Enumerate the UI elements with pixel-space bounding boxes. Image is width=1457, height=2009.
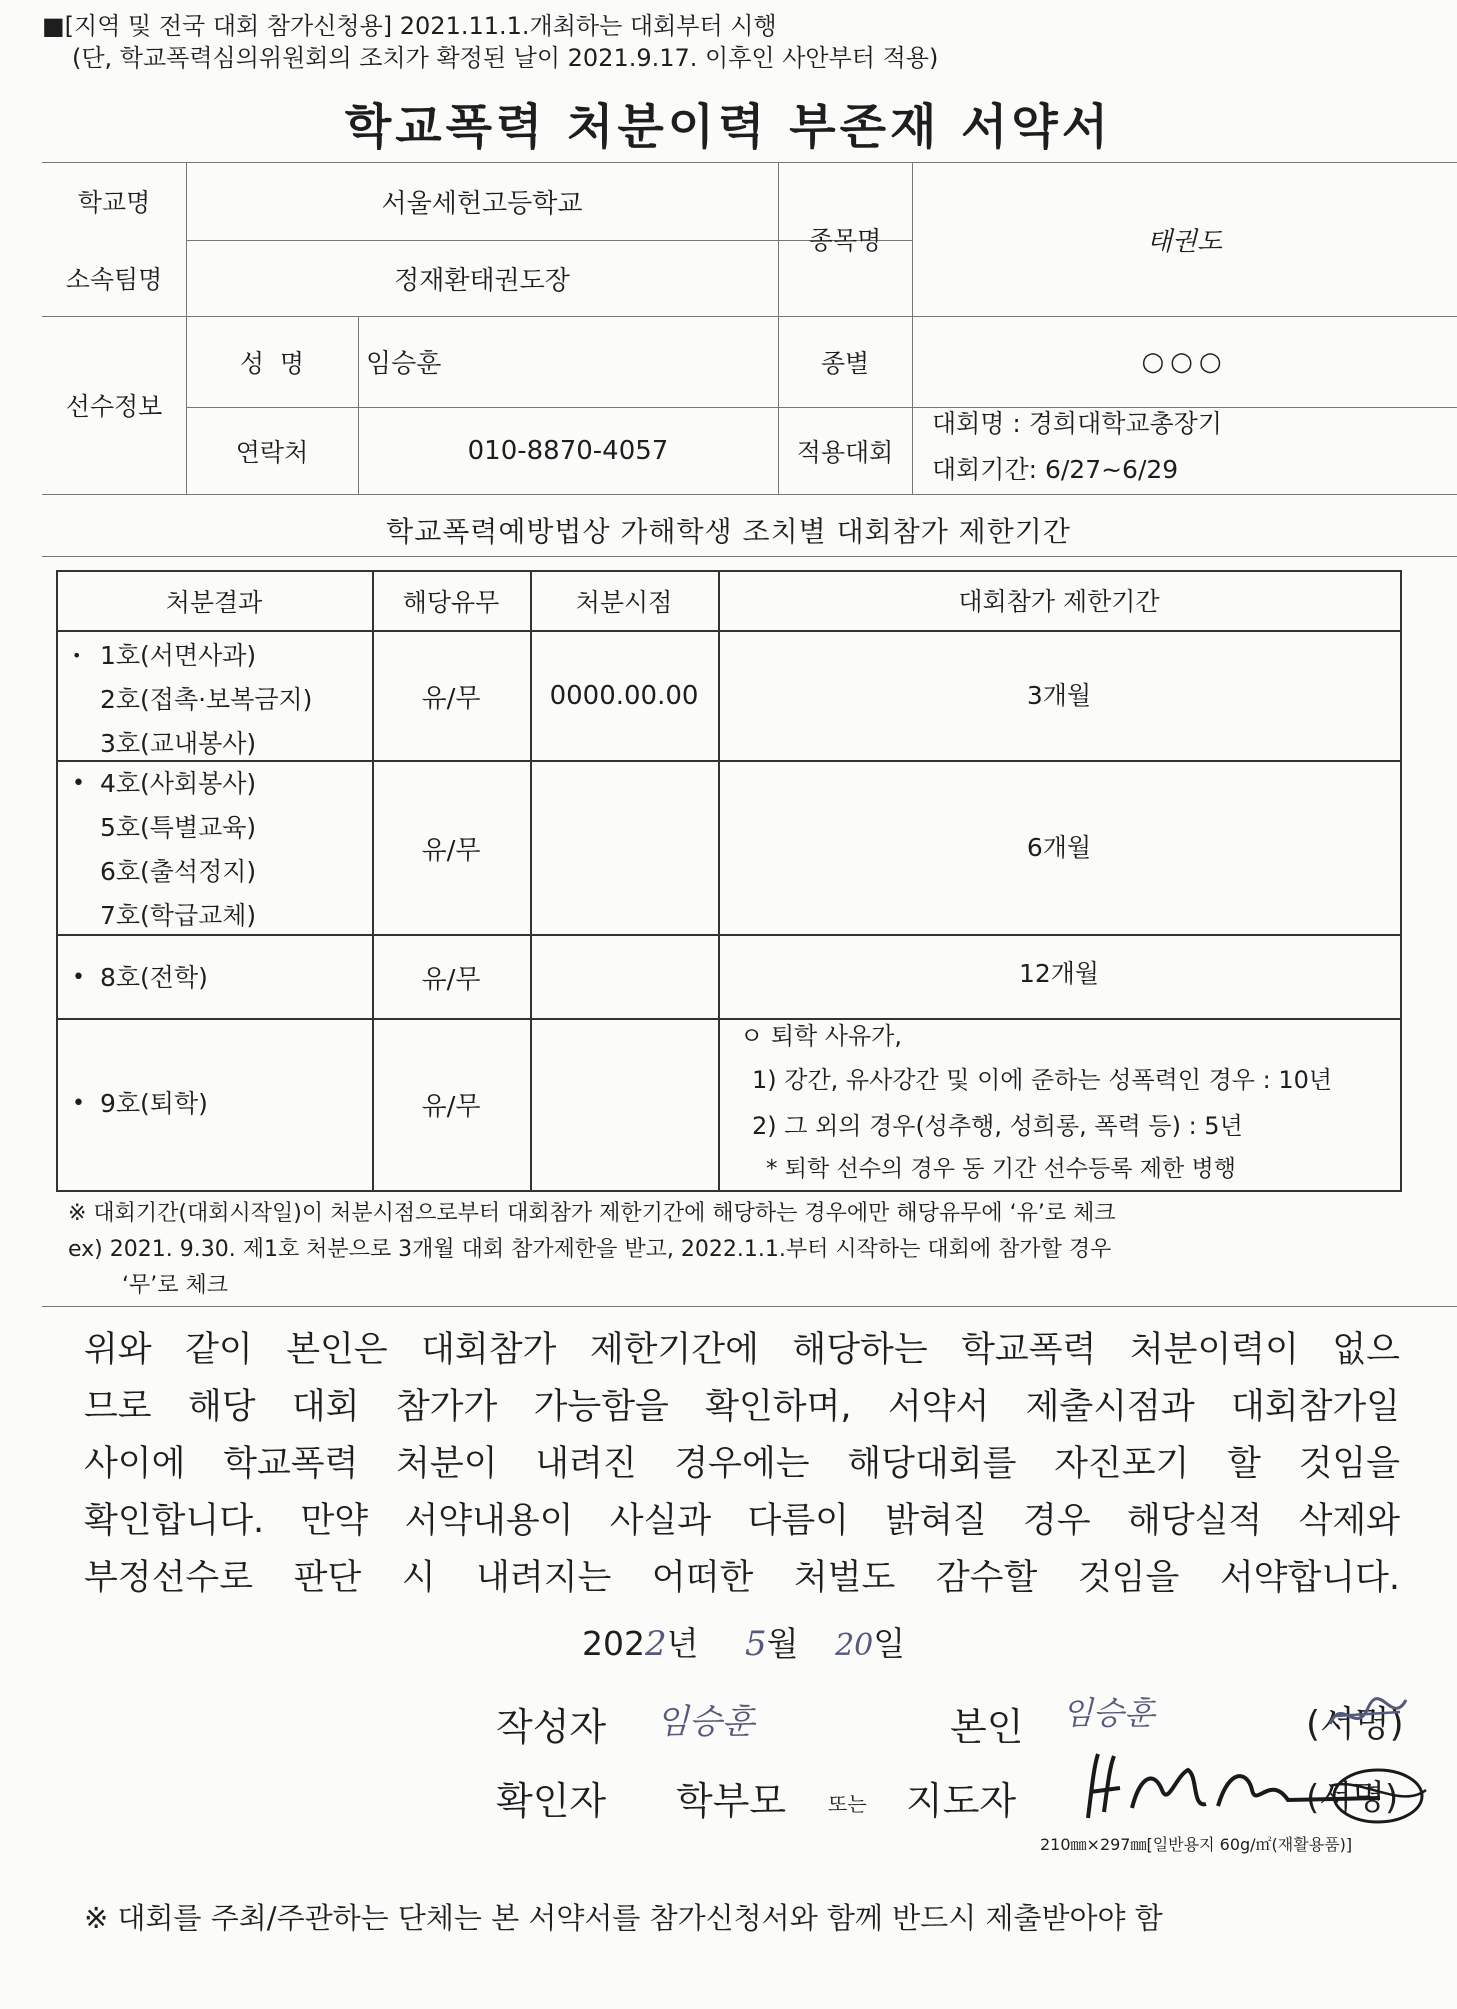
restriction-heading: 학교폭력예방법상 가해학생 조치별 대회참가 제한기간 [386, 515, 1071, 548]
note-check-rule: ※ 대회기간(대회시작일)이 처분시점으로부터 대회참가 제한기간에 해당하는 경우에만 해당유무에 ‘유’로 체크 [68, 1201, 1116, 1226]
self-signature: 임승훈 [1062, 1694, 1155, 1732]
table-row-rule-3 [56, 1018, 1402, 1020]
team-value: 정재환태권도장 [394, 265, 570, 296]
confirmer-sign-mark: (서명) [1306, 1778, 1399, 1818]
writer-signature: 임승훈 [656, 1702, 755, 1742]
school-value: 서울세헌고등학교 [381, 188, 583, 219]
competition-period: 대회기간: 6/27~6/29 [932, 455, 1179, 484]
row2-date [530, 762, 718, 934]
disposition-item: • 9호(퇴학) [100, 1082, 208, 1126]
writer-label: 작성자 [496, 1705, 607, 1749]
col-header-period: 대회참가 제한기간 [958, 587, 1160, 616]
row1-applicable: 유/무 [421, 683, 481, 714]
competition-name: 대회명 : 경희대학교총장기 [932, 409, 1222, 438]
row4-date [530, 1020, 718, 1188]
date-year-prefix: 202 [582, 1624, 645, 1663]
col-header-result: 처분결과 [165, 588, 263, 617]
row4-period-line-3: 2) 그 외의 경우(성추행, 성희롱, 폭력 등) : 5년 [752, 1112, 1243, 1140]
paper-spec: 210㎜×297㎜[일반용지 60g/㎡(재활용품)] [1040, 1835, 1353, 1854]
contact-label: 연락처 [235, 437, 309, 467]
row3-date [530, 936, 718, 1018]
date-month-handwritten: 5 [745, 1624, 767, 1664]
competition-label: 적용대회 [796, 437, 894, 467]
bullet-icon: • [72, 1091, 85, 1116]
row3-dispositions [72, 956, 208, 1000]
footer-note: ※ 대회를 주최/주관하는 단체는 본 서약서를 참가신청서와 함께 반드시 제출받아야 함 [84, 1901, 1163, 1935]
pledge-line: 므로 해당 대회 참가가 가능함을 확인하며, 서약서 제출시점과 대회참가일 [84, 1387, 1400, 1427]
self-sign-mark: (서명) [1306, 1704, 1404, 1745]
event-label: 종목명 [808, 226, 882, 255]
category-label: 종별 [820, 348, 870, 378]
row1-date: 0000.00.00 [549, 681, 699, 711]
row4-applicable: 유/무 [421, 1091, 481, 1122]
or-label: 또는 [828, 1792, 867, 1816]
pledge-line: 사이에 학교폭력 처분이 내려진 경우에는 해당대회를 자진포기 할 것임을 [84, 1444, 1400, 1484]
col-header-applicable: 해당유무 [402, 588, 500, 617]
event-value: 태권도 [1146, 226, 1223, 257]
col-header-date: 처분시점 [575, 588, 673, 617]
self-sign-scribble [1322, 1686, 1412, 1746]
date-day-handwritten: 20 [835, 1628, 874, 1663]
date-day-suffix: 일 [873, 1624, 906, 1663]
bullet-icon: • [72, 646, 82, 665]
pledge-line: 확인합니다. 만약 서약내용이 사실과 다름이 밝혀질 경우 해당실적 삭제와 [84, 1501, 1400, 1541]
disposition-item: 3호(교내봉사) [100, 729, 257, 758]
restriction-heading-rule [42, 556, 1457, 557]
school-label: 학교명 [77, 188, 151, 217]
disposition-item: 6호(출석정지) [100, 857, 257, 886]
disposition-item: • 4호(사회봉사) [100, 762, 256, 806]
disposition-item: 2호(접촉·보복금지) [100, 685, 313, 714]
coach-signature [1080, 1746, 1430, 1836]
row2-applicable: 유/무 [421, 835, 481, 866]
document-title: 학교폭력 처분이력 부존재 서약서 [344, 99, 1113, 155]
player-info-label: 선수정보 [65, 392, 163, 421]
team-label: 소속팀명 [65, 265, 163, 294]
info-bottom-rule [42, 494, 1457, 495]
row4-period-line-2: 1) 강간, 유사강간 및 이에 준하는 성폭력인 경우 : 10년 [752, 1066, 1333, 1094]
category-value: ○○○ [1141, 346, 1228, 377]
row3-period: 12개월 [1018, 959, 1100, 988]
pledge-paragraph [84, 1322, 1400, 1607]
disposition-item: • 8호(전학) [100, 956, 208, 1000]
row2-dispositions [72, 762, 257, 938]
disposition-item: 5호(특별교육) [100, 813, 257, 842]
disposition-item: • 1호(서면사과) [100, 634, 312, 678]
confirmer-label: 확인자 [496, 1779, 607, 1823]
note-example-line-1: ex) 2021. 9.30. 제1호 처분으로 3개월 대회 참가제한을 받고, 2022.1.1.부터 시작하는 대회에 참가할 경우 [68, 1237, 1112, 1262]
parent-label: 학부모 [676, 1779, 787, 1823]
row4-dispositions [72, 1082, 208, 1126]
row4-period-line-4: * 퇴학 선수의 경우 동 기간 선수등록 제한 병행 [766, 1156, 1236, 1182]
bullet-icon: • [72, 771, 85, 796]
row1-dispositions [72, 634, 313, 766]
date-year-handwritten: 2 [645, 1624, 667, 1664]
notes-bottom-rule [42, 1306, 1457, 1307]
row3-applicable: 유/무 [421, 964, 481, 995]
pledge-date [582, 1618, 905, 1665]
pledge-line: 위와 같이 본인은 대회참가 제한기간에 해당하는 학교폭력 처분이력이 없으 [84, 1330, 1400, 1370]
row4-period-line-1: ㅇ 퇴학 사유가, [740, 1022, 902, 1050]
notice-line-1: ■[지역 및 전국 대회 참가신청용] 2021.11.1.개최하는 대회부터 시행 [42, 12, 777, 40]
notice-line-2: (단, 학교폭력심의위원회의 조치가 확정된 날이 2021.9.17. 이후인 사안부터 적용) [72, 44, 939, 72]
bullet-icon: • [72, 965, 85, 990]
self-label: 본인 [950, 1705, 1024, 1749]
date-year-suffix: 년 [666, 1624, 699, 1663]
row2-period: 6개월 [1026, 833, 1092, 862]
disposition-item: 7호(학급교체) [100, 901, 257, 930]
row1-period: 3개월 [1026, 681, 1092, 710]
date-month-suffix: 월 [766, 1624, 799, 1663]
coach-label: 지도자 [906, 1779, 1017, 1823]
note-example-line-2: ‘무’로 체크 [122, 1273, 228, 1298]
name-value: 임승훈 [366, 349, 442, 379]
pledge-line: 부정선수로 판단 시 내려지는 어떠한 처벌도 감수할 것임을 서약합니다. [84, 1558, 1400, 1598]
contact-value: 010-8870-4057 [467, 435, 669, 466]
name-label: 성 명 [239, 348, 305, 378]
